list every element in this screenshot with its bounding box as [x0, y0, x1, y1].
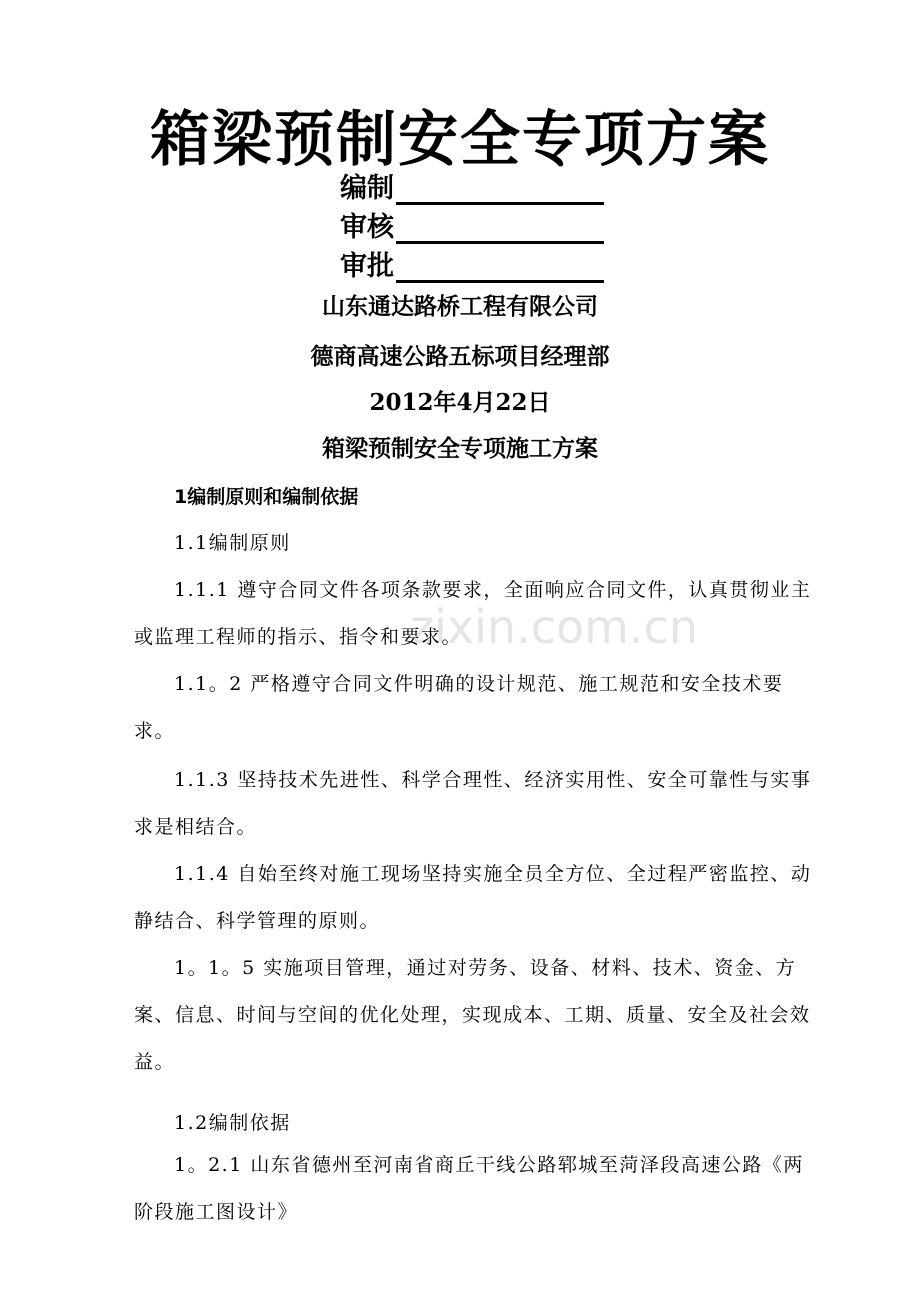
signature-approve — [340, 244, 604, 283]
paragraph-1-2-1: 1。2.1 山东省德州至河南省商丘干线公路郓城至菏泽段高速公路《两阶段施工图设计》 — [134, 1154, 804, 1223]
section-heading-1: 1编制原则和编制依据 — [174, 486, 359, 508]
signature-approve-label: 审批 — [340, 251, 394, 282]
paragraph-1-1-3: 1.1.3 坚持技术先进性、科学合理性、经济实用性、安全可靠性与实事求是相结合。 — [134, 769, 812, 838]
paragraph-1-1-5: 1。1。5 实施项目管理，通过对劳务、设备、材料、技术、资金、方案、信息、时间与空间的优化处理，实现成本、工期、质量、安全及社会效益。 — [134, 957, 811, 1073]
signature-approve-line — [396, 256, 604, 283]
document-title: 箱梁预制安全专项方案 — [150, 105, 770, 175]
paragraph-1-1-1: 1.1.1 遵守合同文件各项条款要求，全面响应合同文件，认真贯彻业主或监理工程师的指示、指令和要求。 — [134, 579, 812, 648]
signature-review-line — [396, 217, 604, 244]
signature-compile-line — [396, 178, 604, 205]
department-name: 德商高速公路五标项目经理部 — [310, 344, 610, 370]
company-name: 山东通达路桥工程有限公司 — [322, 294, 598, 320]
section-heading-1-1: 1.1编制原则 — [174, 532, 291, 554]
signature-compile-label: 编制 — [340, 173, 394, 204]
section-heading-1-2: 1.2编制依据 — [174, 1112, 291, 1134]
signature-review-label: 审核 — [340, 212, 394, 243]
watermark: zixin.com.cn — [410, 600, 699, 654]
signature-review — [340, 205, 604, 244]
document-date: 2012年4月22日 — [369, 389, 551, 416]
document-subtitle: 箱梁预制安全专项施工方案 — [322, 436, 598, 462]
paragraph-1-1-2: 1.1。2 严格遵守合同文件明确的设计规范、施工规范和安全技术要求。 — [134, 673, 784, 742]
paragraph-1-1-4: 1.1.4 自始至终对施工现场坚持实施全员全方位、全过程严密监控、动静结合、科学管理的原则。 — [134, 863, 812, 932]
signature-compile — [340, 166, 604, 205]
